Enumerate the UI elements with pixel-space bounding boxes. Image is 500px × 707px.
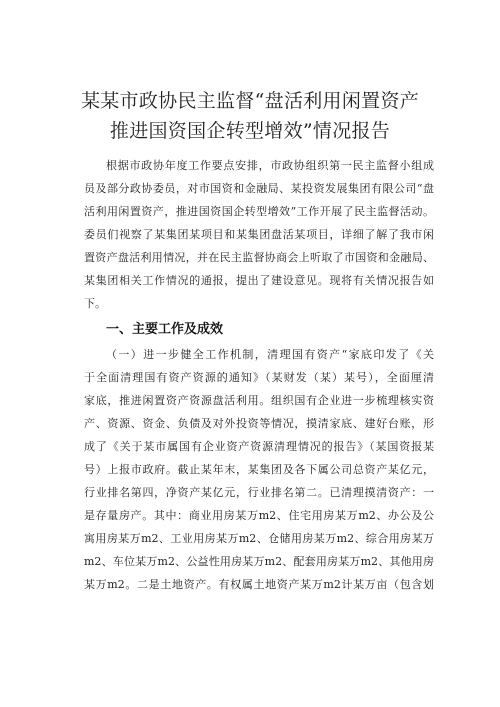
intro-line: 下。 [84,297,106,310]
intro-line: 委员们视察了某集团某项目和某集团盘活某项目，详细了解了我市闲 [84,228,434,241]
document-title [60,86,440,146]
section-line: （一）进一步健全工作机制，清理国有资产“家底印发了《关 [106,348,434,361]
intro-line: 活利用闲置资产，推进国资国企转型增效”工作开展了民主监督活动。 [84,205,434,218]
section-line: 家底，推进闲置资产资源盘活利用。组织国有企业进一步梳理核实资 [84,394,434,407]
title-line: 推进国资国企转型增效”情况报告 [109,120,391,142]
intro-line: 根据市政协年度工作要点安排，市政协组织第一民主监督小组成 [106,159,434,172]
title-line: 某某市政协民主监督“盘活利用闲置资产 [80,90,420,112]
section-line: 于全面清理国有资产资源的通知》（某财发（某）某号），全面厘清 [84,371,434,384]
section-line: 行业排名第四，净资产某亿元，行业排名第二。已清理摸清资产：一 [84,486,434,499]
section-line: 是存量房产。其中：商业用房某万m2、住宅用房某万m2、办公及公 [84,509,434,522]
section-heading: 一、主要工作及成效 [106,322,224,337]
section-line: 产、资源、资金、负债及对外投资等情况，摸清家底、建好台账，形 [84,417,434,430]
section-line: 号）上报市政府。截止某年末，某集团及各下属公司总资产某亿元， [84,463,434,476]
section-line: 寓用房某万m2、工业用房某万m2、仓储用房某万m2、综合用房某万 [84,532,434,545]
intro-line: 员及部分政协委员，对市国资和金融局、某投资发展集团有限公司“盘 [84,182,434,195]
section-line: 某万m2。二是土地资产。有权属土地资产某万m2计某万亩（包含划 [84,578,434,591]
section-line: m2、车位某万m2、公益性用房某万m2、配套用房某万m2、其他用房 [84,555,434,568]
intro-line: 置资产盘活利用情况，并在民主监督协商会上听取了市国资和金融局、 [84,251,434,264]
intro-line: 某集团相关工作情况的通报，提出了建设意见。现将有关情况报告如 [84,274,434,287]
section-line: 成了《关于某市属国有企业资产资源清理情况的报告》（某国资报某 [84,440,434,453]
document-body [84,154,434,596]
